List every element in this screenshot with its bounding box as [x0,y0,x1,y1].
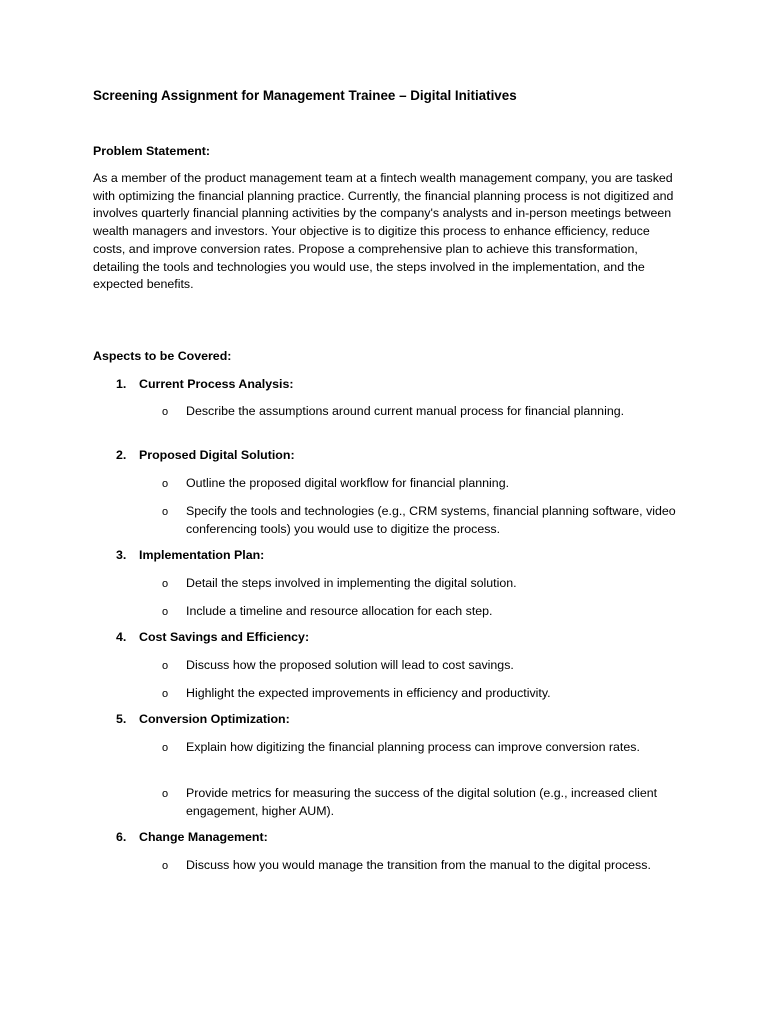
problem-statement-text: As a member of the product management team at a fintech wealth management company, you are tasked with optimizing the financial planning practice. Currently, the financial planning process is not digitized and involves quarterly financial planning activities by the company's analysts and in-person meetings between wealth managers and investors. Your objective is to digitize this process to enhance efficiency, reduce costs, and improve conversion rates. Propose a comprehensive plan to achieve this transformation, detailing the tools and technologies you would use, the steps involved in the implementation, and the expected benefits. [93,171,674,292]
document-title: Screening Assignment for Management Trainee – Digital Initiatives [93,88,517,103]
aspect-number: 5. [116,712,127,726]
aspect-number: 1. [116,377,127,391]
bullet-marker: o [162,660,169,672]
aspect-number: 4. [116,630,127,644]
bullet-marker: o [162,578,169,590]
aspect-point: Highlight the expected improvements in efficiency and productivity. [186,686,551,700]
aspect-title: Change Management: [139,830,268,844]
aspect-point: Detail the steps involved in implementing the digital solution. [186,576,517,590]
bullet-marker: o [162,506,169,518]
aspect-title: Proposed Digital Solution: [139,448,295,462]
aspect-point: Discuss how the proposed solution will lead to cost savings. [186,658,514,672]
aspect-title: Conversion Optimization: [139,712,290,726]
bullet-marker: o [162,606,169,618]
aspect-point: Specify the tools and technologies (e.g., CRM systems, financial planning software, video conferencing tools) you would use to digitize the process. [186,504,676,536]
aspect-point: Outline the proposed digital workflow for financial planning. [186,476,510,490]
aspect-point: Provide metrics for measuring the success of the digital solution (e.g., increased client engagement, higher AUM). [186,786,658,818]
aspects-heading: Aspects to be Covered: [93,349,232,363]
aspect-title: Cost Savings and Efficiency: [139,630,310,644]
bullet-marker: o [162,860,169,872]
bullet-marker: o [162,742,169,754]
bullet-marker: o [162,688,169,700]
aspect-point: Discuss how you would manage the transition from the manual to the digital process. [186,858,651,872]
bullet-marker: o [162,406,169,418]
aspect-title: Implementation Plan: [139,548,265,562]
aspect-title: Current Process Analysis: [139,377,294,391]
aspect-point: Explain how digitizing the financial planning process can improve conversion rates. [186,740,640,754]
aspect-number: 3. [116,548,127,562]
aspect-number: 6. [116,830,127,844]
bullet-marker: o [162,788,169,800]
aspect-point: Include a timeline and resource allocation for each step. [186,604,493,618]
aspect-number: 2. [116,448,127,462]
problem-statement-heading: Problem Statement: [93,144,211,158]
bullet-marker: o [162,478,169,490]
aspect-point: Describe the assumptions around current manual process for financial planning. [186,404,625,418]
